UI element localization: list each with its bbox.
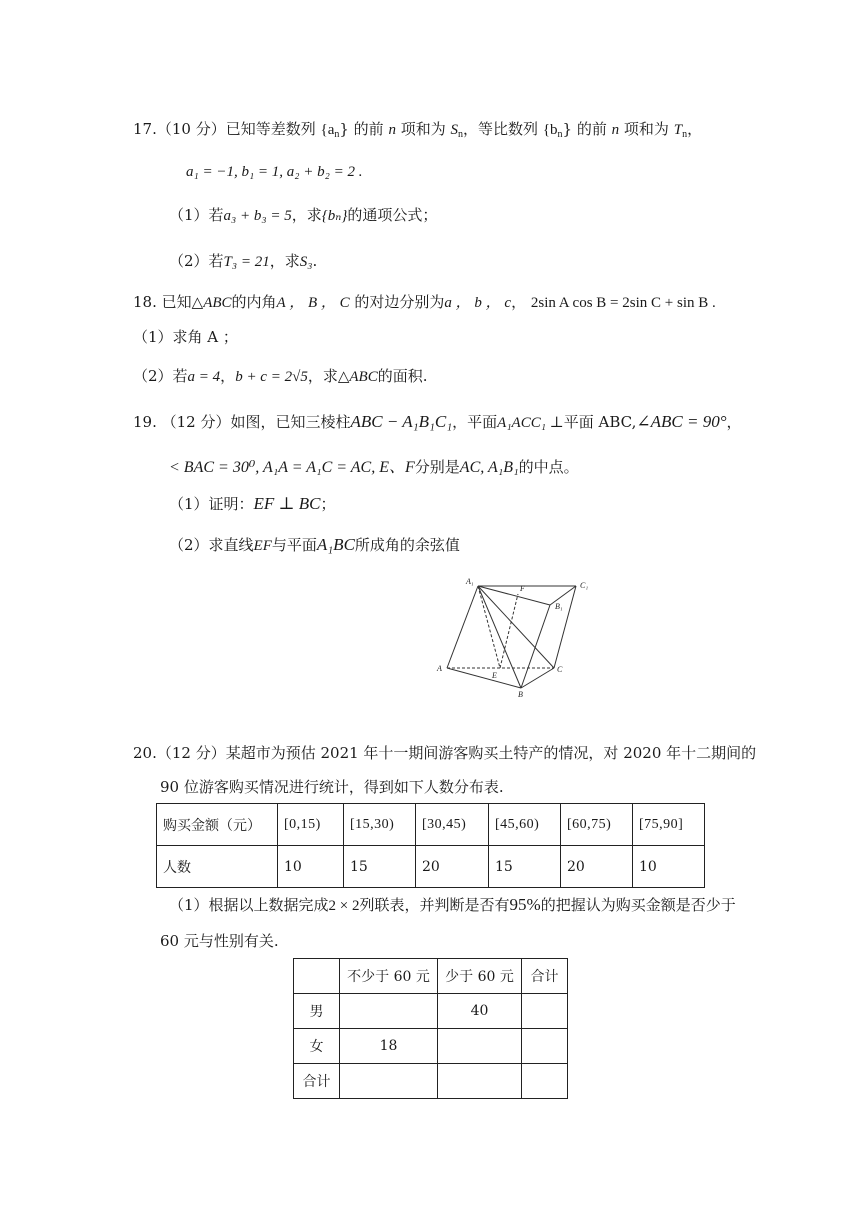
q20-part1-line2: 60 元与性别有关. [160,932,279,950]
q19-part2: （2）求直线EF与平面A₁BC所成角的余弦值 [169,535,460,554]
row-label-cell: 男 [294,994,340,1029]
table-cell [340,994,438,1029]
range-cell: [75,90] [633,804,705,846]
table-cell [294,959,340,994]
q18-line1: 18. 已知△ABC的内角A ， B ， C 的对边分别为a ， b ， c， 2sin A cos B = 2sin C + sin B . [133,293,716,311]
count-cell: 15 [489,846,561,888]
table-cell [438,1064,522,1099]
q20-line1: 20.（12 分）某超市为预估 2021 年十一期间游客购买土特产的情况，对 2020 年十二期间的 [133,744,757,762]
range-cell: [30,45) [416,804,489,846]
q17-score: （10 分） [156,120,226,138]
T-var: $T_n$ [673,122,688,140]
table-header-cell: 少于 60 元 [438,959,522,994]
seg-E-F [500,594,518,668]
q17-text: 项和为 [623,120,669,138]
q19-line1: 19. （12 分）如图，已知三棱柱ABC − A₁B₁C₁，平面A₁ACC₁ ⊥平面 ABC,∠ABC = 90°， [133,412,742,431]
S-var: $S_n$ [450,122,464,140]
edge-A1-B [478,586,521,688]
label-B1: B₁ [555,602,563,611]
q17-text: ， [687,120,703,138]
q19-line2: < BAC = 30⁰, A₁A = A₁C = AC, E、F分别是AC, A₁B₁的中点。 [169,458,579,476]
q17-line1 [133,119,702,140]
range-cell: [15,30) [344,804,416,846]
label-A: A [437,664,442,673]
count-cell: 20 [416,846,489,888]
table-cell [438,1029,522,1064]
table-cell [522,994,568,1029]
count-cell: 15 [344,846,416,888]
edge-B1-B [521,605,550,688]
q17-text: 项和为 [400,120,446,138]
label-A1: A₁ [466,577,474,586]
label-E: E [492,671,497,680]
prism-figure [430,572,610,697]
label-B: B [518,690,523,697]
range-cell: [0,15) [278,804,344,846]
q17-part1: （1）若a₃ + b₃ = 5，求{bₙ}的通项公式； [169,206,438,224]
n-var: n [611,122,620,138]
table-row [294,1029,568,1064]
table-row [294,994,568,1029]
q17-number: 17. [133,120,157,138]
table-cell: 18 [340,1029,438,1064]
q20-line2: 90 位游客购买情况进行统计，得到如下人数分布表. [160,778,504,796]
range-cell: [45,60) [489,804,561,846]
table-row [157,804,705,846]
count-cell: 10 [633,846,705,888]
q20-part1: （1）根据以上数据完成2 × 2列联表，并判断是否有95%的把握认为购买金额是否少于 [169,895,736,914]
q18-part2: （2）若a = 4，b + c = 2√5，求△ABC的面积. [133,367,428,385]
label-C: C [557,665,563,674]
q17-text: } 的前 [339,120,384,138]
table-row [294,959,568,994]
count-cell: 20 [561,846,633,888]
range-cell: [60,75) [561,804,633,846]
q17-part2: （2）若T₃ = 21，求S₃. [169,252,318,270]
table-header-cell: 合计 [522,959,568,994]
table-header-cell: 人数 [157,846,278,888]
table-cell [522,1064,568,1099]
q19-part1: （1）证明：EF ⊥ BC； [169,494,336,513]
label-C1: C₁ [580,581,589,590]
q17-text: 已知等差数列 [225,120,316,138]
seq-a: {$a_n$ [320,122,340,140]
table-row [157,846,705,888]
edge-A1-B1 [478,586,550,605]
q17-text: ，等比数列 [463,120,539,138]
edge-A-B [447,668,521,688]
q17-text: } 的前 [562,120,607,138]
contingency-table [293,958,568,1099]
q18-part1: （1）求角 A ； [133,328,238,346]
edge-B-C [521,668,554,688]
table-cell [340,1064,438,1099]
edge-A1-A [447,586,478,668]
table-cell [522,1029,568,1064]
table-header-cell: 购买金额（元） [157,804,278,846]
edge-C1-C [554,586,576,668]
table-cell: 40 [438,994,522,1029]
q17-conditions: a₁ = −1, b₁ = 1, a₂ + b₂ = 2 . [186,164,363,180]
row-label-cell: 女 [294,1029,340,1064]
row-label-cell: 合计 [294,1064,340,1099]
label-F: F [520,584,525,593]
count-cell: 10 [278,846,344,888]
seq-b: {$b_n$ [542,122,563,140]
distribution-table [156,803,705,888]
table-row [294,1064,568,1099]
table-header-cell: 不少于 60 元 [340,959,438,994]
n-var: n [388,122,396,138]
